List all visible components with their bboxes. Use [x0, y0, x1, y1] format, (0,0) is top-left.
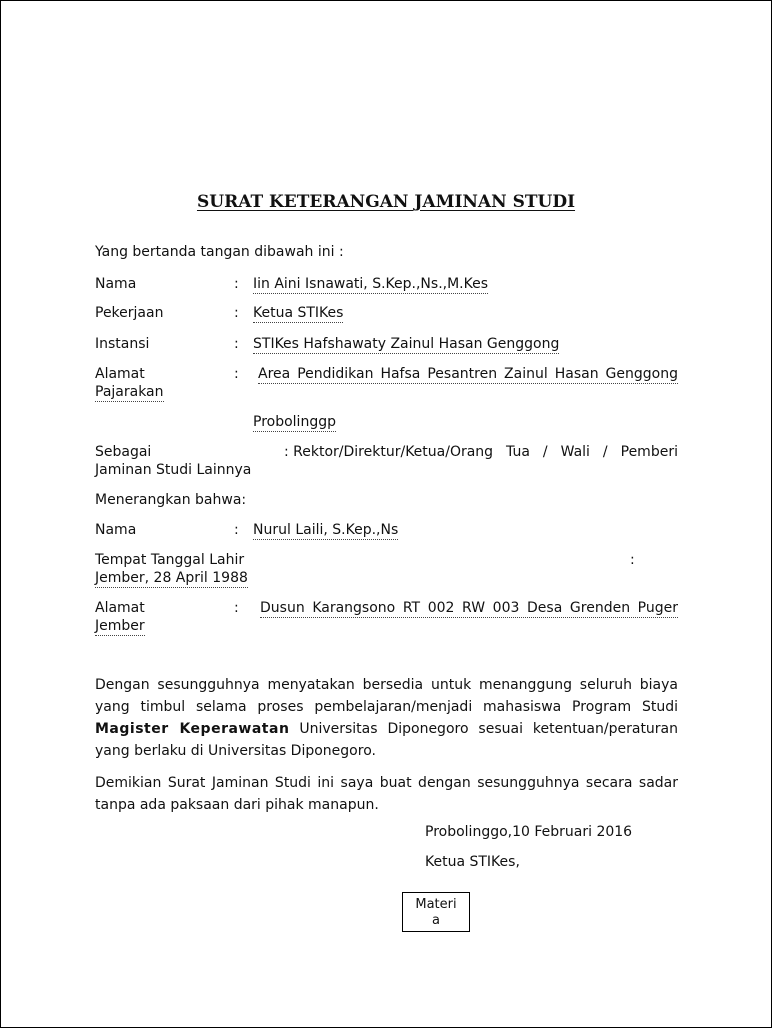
signer-position: Ketua STIKes,: [425, 854, 520, 870]
signer-nama-label: Nama: [95, 276, 137, 292]
student-alamat-word: 003: [492, 600, 520, 616]
signer-pekerjaan-label: Pekerjaan: [95, 305, 164, 321]
student-nama-colon: :: [234, 522, 239, 538]
student-alamat-word: Puger: [637, 600, 678, 616]
alamat-word: Genggong: [605, 366, 678, 382]
menerangkan-text: Menerangkan bahwa:: [95, 492, 247, 508]
sebagai-word: Tua: [506, 444, 530, 460]
signer-pekerjaan-value: Ketua STIKes: [253, 305, 344, 321]
signer-alamat-colon: :: [234, 366, 239, 382]
alamat-word: Pendidikan: [297, 366, 374, 382]
alamat-word: Zainul: [504, 366, 548, 382]
signer-alamat-label: Alamat: [95, 366, 145, 382]
student-alamat-word: Desa: [527, 600, 563, 616]
student-ttl-colon: :: [630, 552, 635, 568]
signer-alamat-value: [258, 365, 678, 384]
student-alamat-word: RT: [402, 600, 421, 616]
document-title: SURAT KETERANGAN JAMINAN STUDI: [196, 192, 576, 212]
signer-alamat-line2: Pajarakan: [95, 384, 164, 400]
student-alamat-word: RW: [462, 600, 486, 616]
statement-text-start: Dengan sesungguhnya menyatakan bersedia untuk menanggung seluruh biaya yang timbul selama proses pembelajaran/menjadi mahasiswa Program Studi: [95, 677, 678, 715]
stamp-line1: Materi: [415, 897, 457, 912]
signer-pekerjaan-colon: :: [234, 305, 239, 321]
alamat-word: Area: [258, 366, 291, 382]
signer-nama-colon: :: [234, 276, 239, 292]
student-alamat-colon: :: [234, 600, 239, 616]
place-date: Probolinggo,10 Februari 2016: [425, 824, 633, 840]
closing-paragraph: Demikian Surat Jaminan Studi ini saya buat dengan sesungguhnya secara sadar tanpa ada paksaan dari pihak manapun.: [95, 775, 678, 813]
student-nama-label: Nama: [95, 522, 137, 538]
sebagai-word: Pemberi: [620, 444, 678, 460]
student-ttl-label: Tempat Tanggal Lahir: [95, 552, 245, 568]
student-ttl-value: Jember, 28 April 1988: [95, 570, 248, 586]
signer-instansi-label: Instansi: [95, 336, 150, 352]
student-alamat-word: 002: [427, 600, 455, 616]
student-alamat-word: Grenden: [569, 600, 631, 616]
student-nama-value: Nurul Laili, S.Kep.,Ns: [253, 522, 399, 538]
signer-sebagai-line2: Jaminan Studi Lainnya: [95, 462, 252, 478]
program-name: Magister Keperawatan: [95, 721, 290, 737]
signer-instansi-value: STIKes Hafshawaty Zainul Hasan Genggong: [253, 336, 560, 352]
signer-sebagai-value: [284, 443, 678, 461]
sebagai-word: /: [602, 444, 608, 460]
student-alamat-word: Karangsono: [312, 600, 396, 616]
statement-paragraph: [95, 674, 678, 762]
signer-instansi-colon: :: [234, 336, 239, 352]
student-alamat-value: [260, 599, 678, 618]
sebagai-word: : Rektor/Direktur/Ketua/Orang: [284, 444, 494, 460]
sebagai-word: Wali: [560, 444, 590, 460]
alamat-word: Pesantren: [427, 366, 498, 382]
intro-text: Yang bertanda tangan dibawah ini :: [95, 244, 344, 260]
student-alamat-line2: Jember: [95, 618, 145, 634]
statement-text-end: Universitas Diponegoro sesuai ketentuan/peraturan yang berlaku di Universitas Diponegoro.: [95, 721, 679, 759]
signer-alamat-line3: Probolinggp: [253, 414, 336, 430]
student-alamat-word: Dusun: [260, 600, 305, 616]
alamat-word: Hasan: [554, 366, 599, 382]
stamp-box: [402, 892, 470, 932]
alamat-word: Hafsa: [380, 366, 421, 382]
sebagai-word: /: [542, 444, 548, 460]
signer-sebagai-label: Sebagai: [95, 444, 152, 460]
student-alamat-label: Alamat: [95, 600, 145, 616]
signer-nama-value: Iin Aini Isnawati, S.Kep.,Ns.,M.Kes: [253, 276, 489, 292]
stamp-line2: a: [432, 913, 440, 928]
